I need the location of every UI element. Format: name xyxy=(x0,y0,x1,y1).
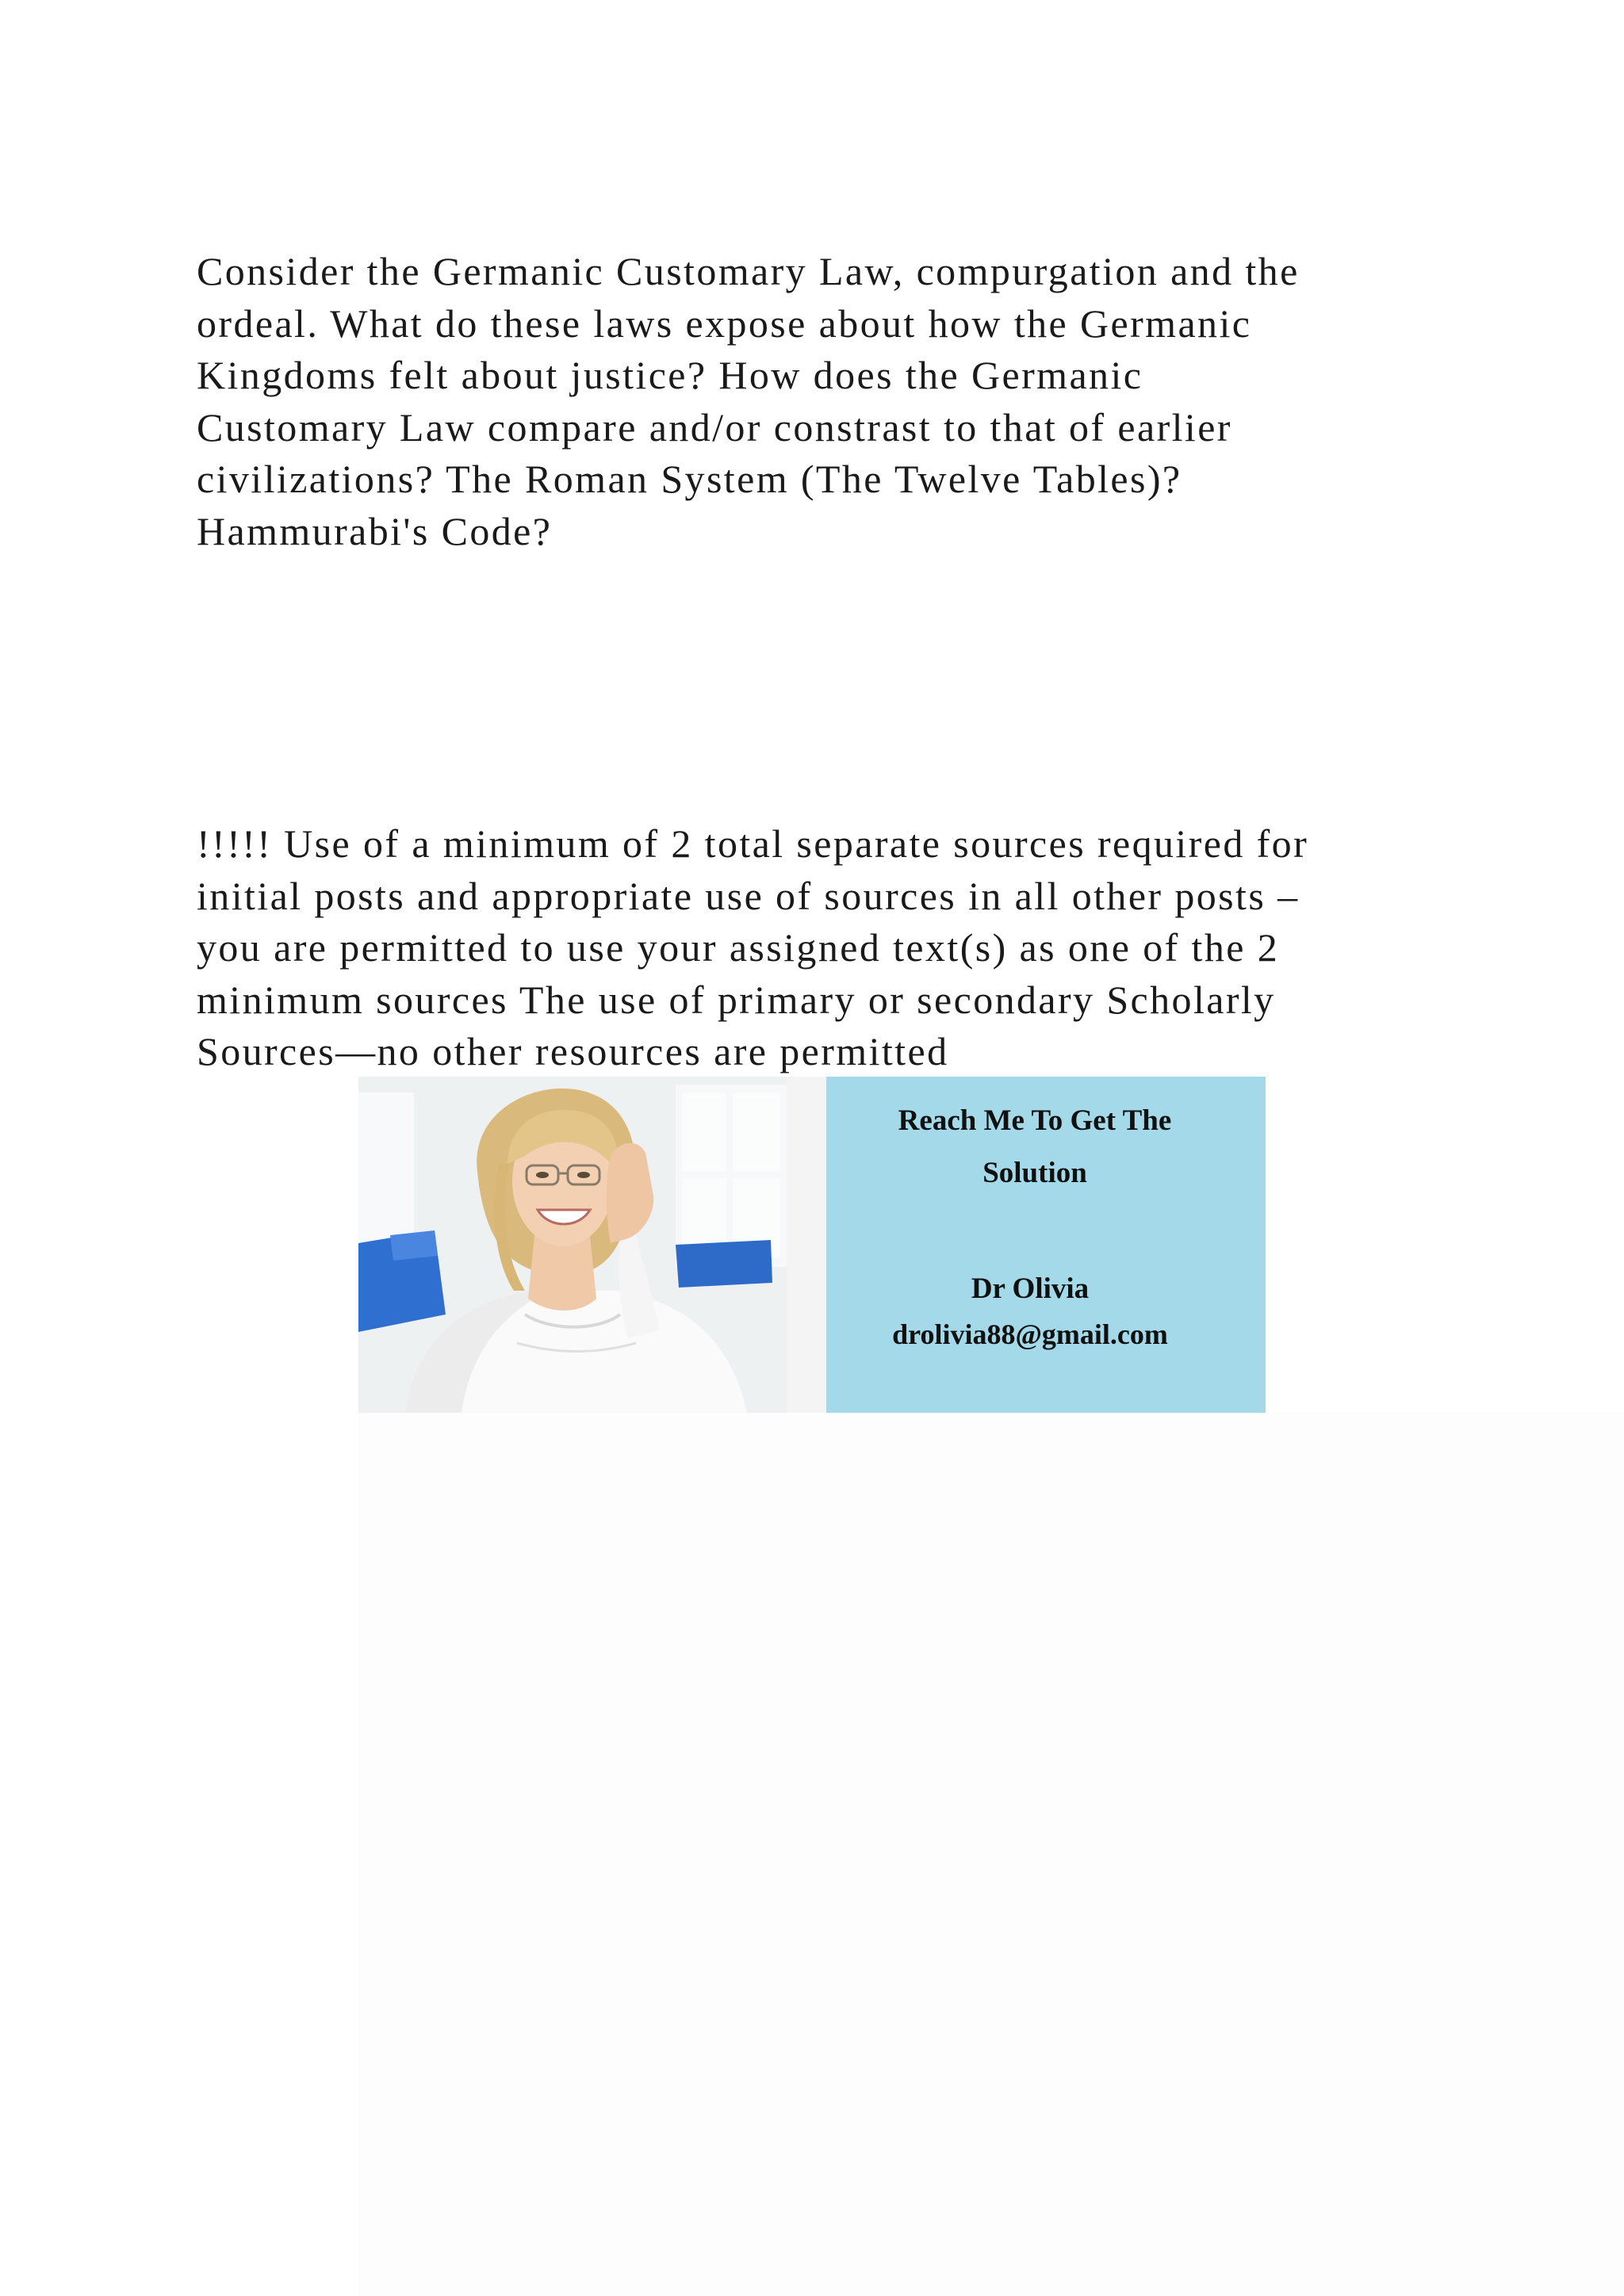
text-line: !!!!! Use of a minimum of 2 total separate sources required for xyxy=(197,821,1309,866)
cta-heading-line2: Solution xyxy=(982,1157,1087,1189)
cta-heading-line1: Reach Me To Get The xyxy=(898,1104,1172,1137)
text-line: minimum sources The use of primary or secondary Scholarly xyxy=(197,977,1276,1022)
text-line: ordeal. What do these laws expose about how the Germanic xyxy=(197,300,1252,346)
text-line: you are permitted to use your assigned text(s) as one of the 2 xyxy=(197,925,1280,970)
text-line: Sources—no other resources are permitted xyxy=(197,1029,949,1073)
contact-panel xyxy=(826,1077,1266,1413)
text-line: Kingdoms felt about justice? How does the Germanic xyxy=(197,353,1143,397)
requirements-paragraph xyxy=(197,818,1434,1078)
contact-name: Dr Olivia xyxy=(971,1272,1090,1305)
text-line: civilizations? The Roman System (The Twelve Tables)? xyxy=(197,457,1182,501)
text-line: Hammurabi's Code? xyxy=(197,508,553,553)
question-paragraph xyxy=(197,246,1434,557)
page-shade xyxy=(358,1413,1624,2296)
text-line: Consider the Germanic Customary Law, compurgation and the xyxy=(197,249,1300,293)
contact-banner xyxy=(358,1077,1266,1413)
text-line: initial posts and appropriate use of sources in all other posts – xyxy=(197,873,1300,918)
text-line: Customary Law compare and/or constrast to that of earlier xyxy=(197,404,1232,450)
woman-photo xyxy=(358,1077,787,1413)
contact-email: drolivia88@gmail.com xyxy=(892,1318,1168,1350)
